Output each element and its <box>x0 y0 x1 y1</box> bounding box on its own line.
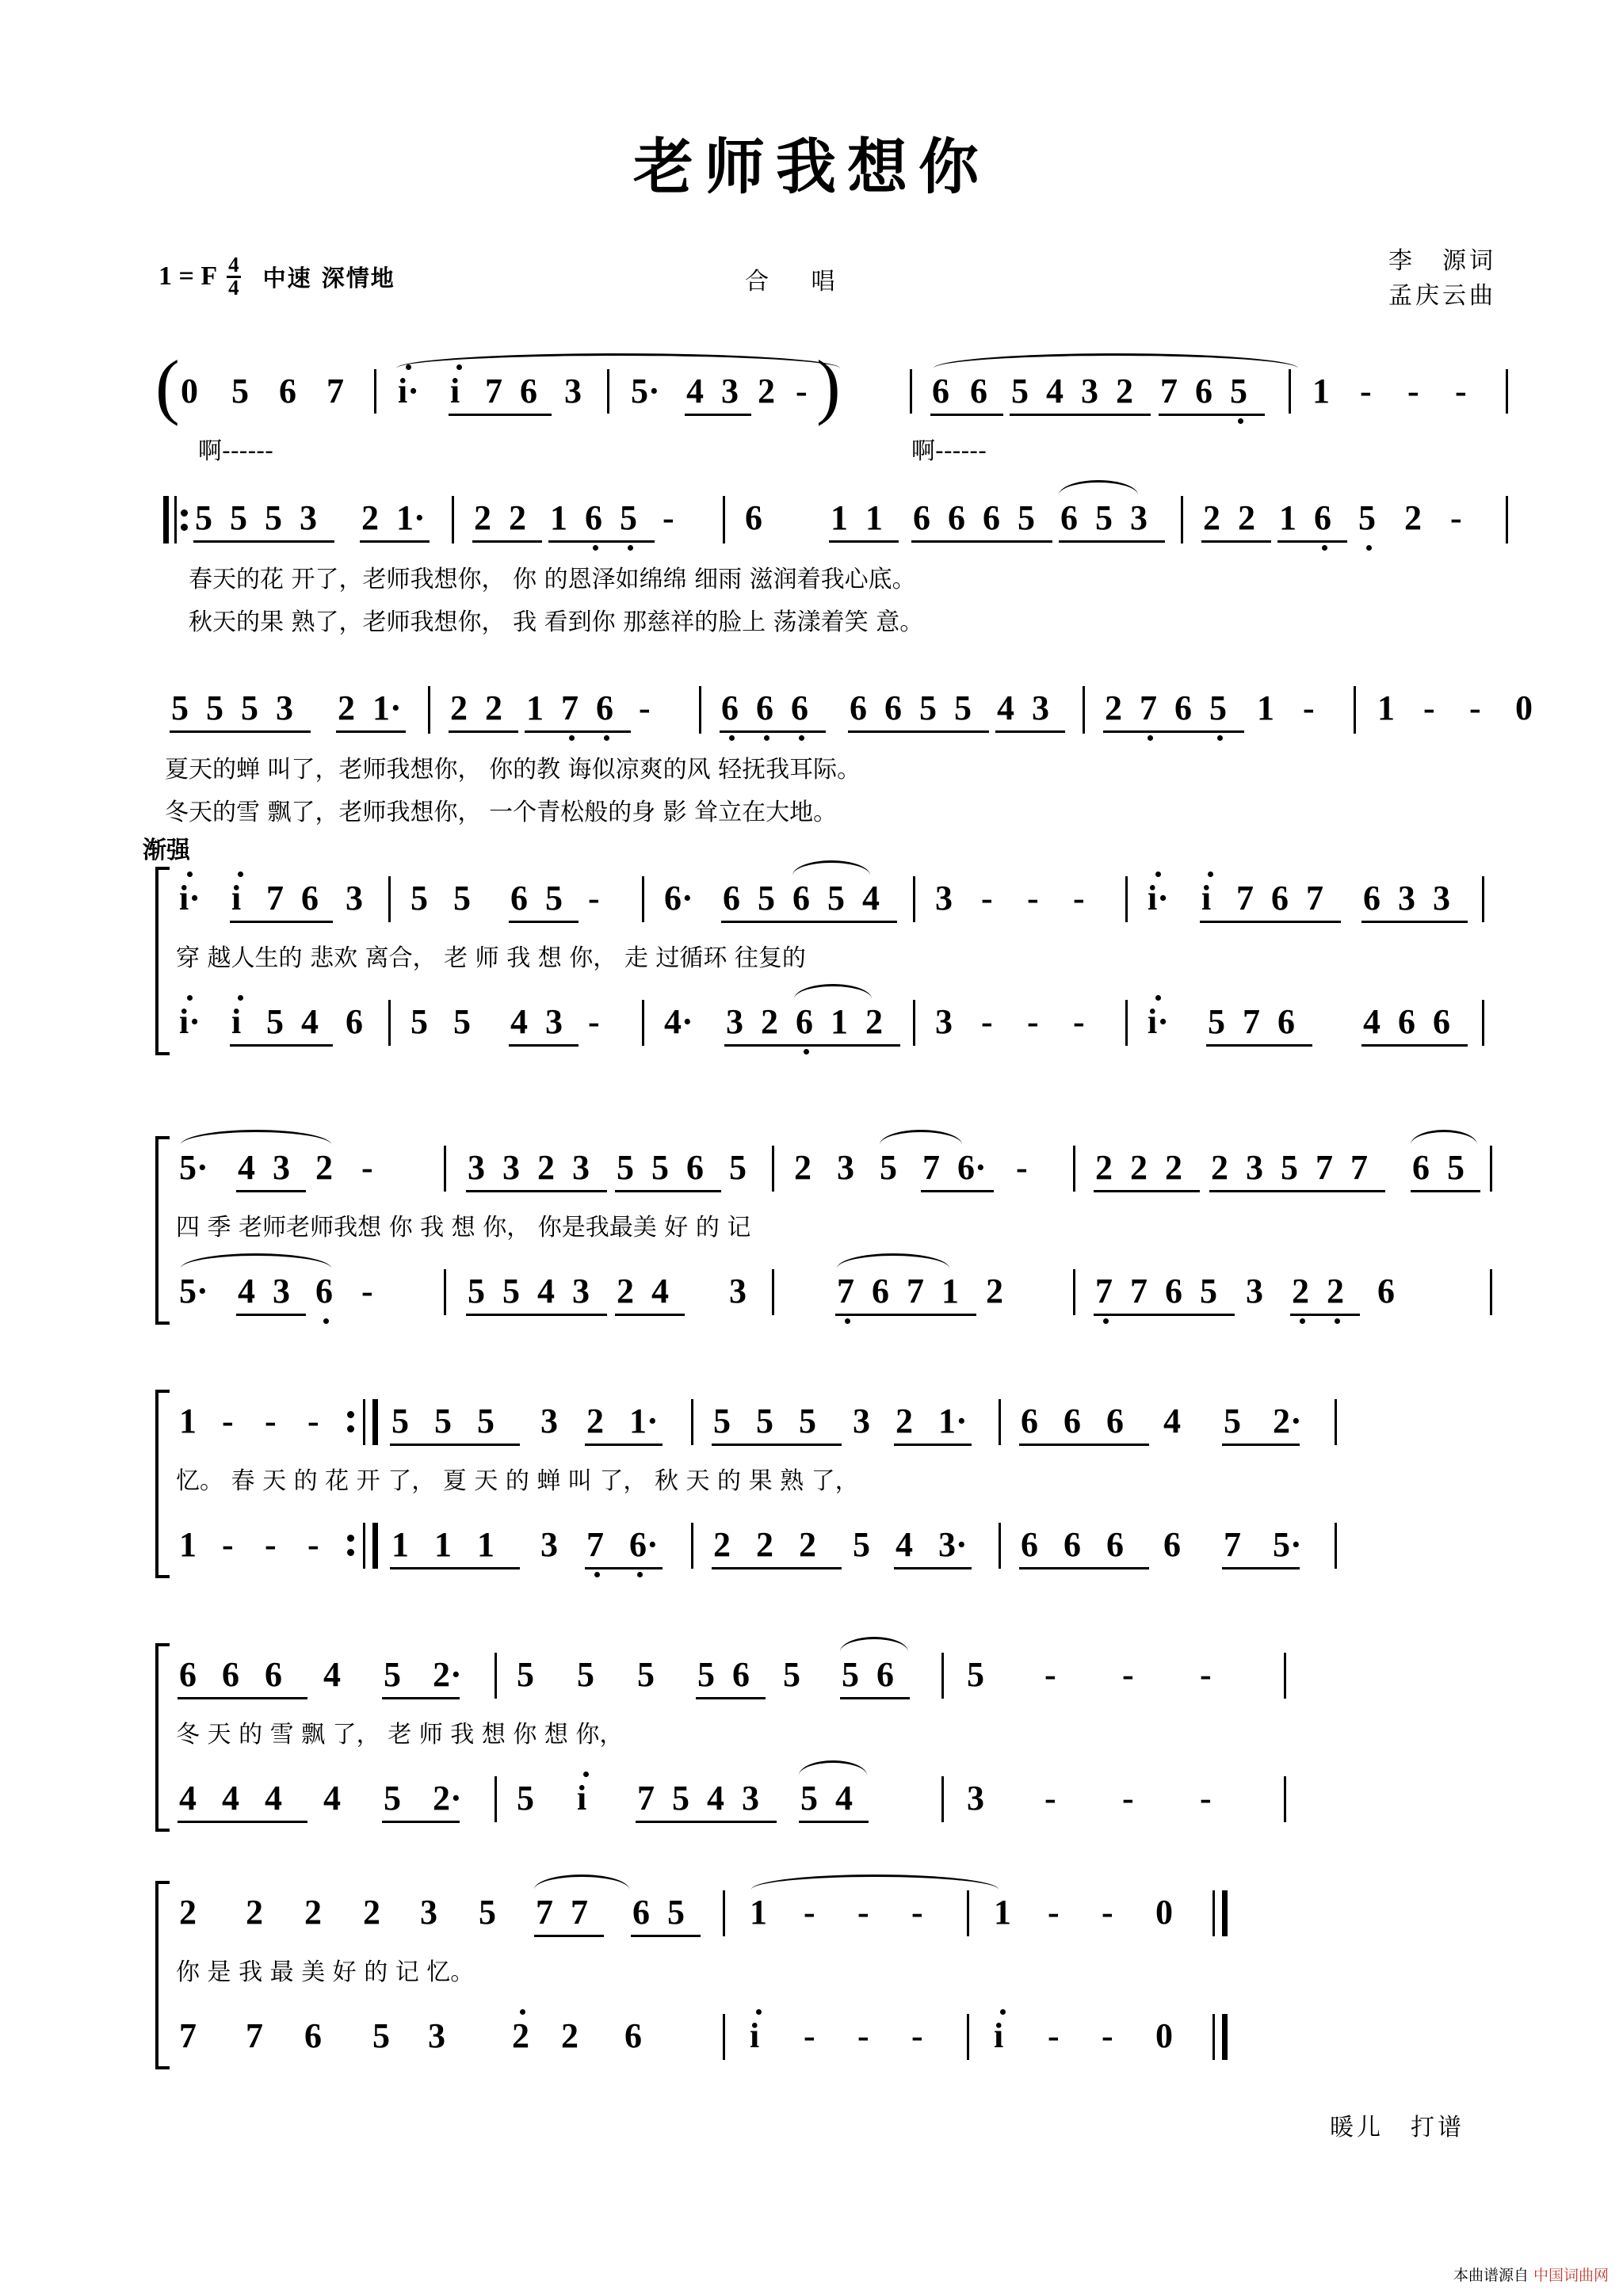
transcriber-credit: 暖儿 打谱 <box>1330 2114 1465 2142</box>
sheet-music-page: 老师我想你 1 = F $\frac{4}{4}$ 中速 深情地 合 唱 李 源词 孟庆云曲 ( ) 0 5 6 7 i· i 7 6 3 5· 4 3 2 - 6 6 5 4 3 2 7 6 5 1 - - - 啊------ 啊------ 5 5 5 3 2 1· 2 2 1 6 5 - 6 1 1 6 6 6 5 6 5 3 2 2 1 6 5 2 - 春天的花 开了，老师我想你， 你 的恩泽如绵绵 细雨 滋润着我心底。 秋天的果 熟了，老师我想你， 我 看到你 那慈祥的脸上 荡漾着笑 意。 5 5 5 3 2 1· 2 2 1 7 6 - 6 6 6 6 6 5 5 4 3 2 7 6 5 1 - 1 - - 0 夏天的蝉 叫了，老师我想你， 你的教 诲似凉爽的风 轻抚我耳际。 冬天的雪 飘了，老师我想你， 一个青松般的身 影 耸立在大地。 渐强 i· i 7 6 3 5 5 6 5 - 6· 6 5 6 5 4 3 - - - i· i 7 6 7 6 3 3 穿 越人生的 悲欢 离合， 老 师 我 想 你， 走 过循环 往复的 i· i 5 4 6 5 5 4 3 - 4· 3 2 6 1 2 3 - - - i· 5 7 6 4 6 6 5· 4 3 2 - 3 3 2 3 5 5 6 5 2 3 5 7 6· - 2 2 2 2 3 5 7 7 6 5 四 季 老师老师我想 你 我 想 你， 你是我最美 好 的 记 5· 4 3 6 - 5 5 4 3 2 4 3 7 6 7 1 2 7 7 6 5 3 2 2 6 1 - - - 5 5 5 3 2 1· 5 5 5 3 2 1· 6 6 6 4 5 2· 忆。 春 天 的 花 开 了， 夏 天 的 蝉 叫 了， 秋 天 的 果 熟 了， 1 - - - 1 1 1 3 7 6· 2 2 2 5 4 3· 6 6 6 6 7 5· 6 6 6 4 5 2· 5 5 5 5 6 5 5 6 5 - - - 冬 天 的 雪 飘 了， 老 师 我 想 你 想 你， 4 4 4 4 5 2· 5 i 7 5 4 3 5 4 3 - - - 2 2 2 2 3 5 7 7 6 5 1 - - - 1 - - 0 你 是 我 最 美 好 的 记 忆。 7 7 6 5 3 2 2 6 i - - - i - - 0 暖儿 打谱 本曲谱源自 中国词曲网 <box>0 0 1623 2296</box>
lyric-intro-1: 啊------ <box>198 437 273 465</box>
voicing-label: 合 唱 <box>745 268 853 296</box>
tempo-expression: 中速 深情地 <box>262 264 395 292</box>
lyric-chorus-3: 忆。 春 天 的 花 开 了， 夏 天 的 蝉 叫 了， 秋 天 的 果 熟 了， <box>176 1467 859 1495</box>
source-site[interactable]: 中国词曲网 <box>1533 2267 1609 2284</box>
close-paren: ) <box>816 345 841 426</box>
page-title: 老师我想你 <box>633 132 990 202</box>
grand-brace <box>155 1881 170 2069</box>
key-and-meter <box>158 255 395 298</box>
lyric-coda: 你 是 我 最 美 好 的 记 忆。 <box>176 1958 475 1986</box>
time-signature: $\frac{4}{4}$ <box>228 253 239 299</box>
grand-brace <box>155 867 170 1055</box>
source-note: 本曲谱源自 <box>1453 2267 1529 2284</box>
lyric-verse-b-1: 夏天的蝉 叫了，老师我想你， 你的教 诲似凉爽的风 轻抚我耳际。 <box>165 756 861 784</box>
dynamic-crescendo: 渐强 <box>143 837 190 864</box>
grand-brace <box>155 1390 170 1578</box>
lyricist: 李 源词 <box>1388 247 1496 275</box>
score-header <box>0 238 1623 325</box>
grand-brace <box>155 1643 170 1832</box>
grand-brace <box>155 1136 170 1325</box>
source-watermark <box>1453 2264 1609 2285</box>
lyric-chorus-2: 四 季 老师老师我想 你 我 想 你， 你是我最美 好 的 记 <box>176 1214 751 1241</box>
barline <box>374 369 376 414</box>
lyric-verse-a-2: 秋天的果 熟了，老师我想你， 我 看到你 那慈祥的脸上 荡漾着笑 意。 <box>189 608 924 636</box>
lyric-chorus-1: 穿 越人生的 悲欢 离合， 老 师 我 想 你， 走 过循环 往复的 <box>176 944 806 972</box>
lyric-chorus-4: 冬 天 的 雪 飘 了， 老 师 我 想 你 想 你， <box>176 1721 624 1749</box>
lyric-verse-b-2: 冬天的雪 飘了，老师我想你， 一个青松般的身 影 耸立在大地。 <box>165 799 838 826</box>
credits <box>1388 244 1496 313</box>
lyric-intro-2: 啊------ <box>911 437 987 465</box>
open-paren: ( <box>155 345 180 426</box>
composer: 孟庆云曲 <box>1388 281 1496 310</box>
lyric-verse-a-1: 春天的花 开了，老师我想你， 你 的恩泽如绵绵 细雨 滋润着我心底。 <box>189 566 916 593</box>
key-signature: 1 = F <box>158 261 218 292</box>
